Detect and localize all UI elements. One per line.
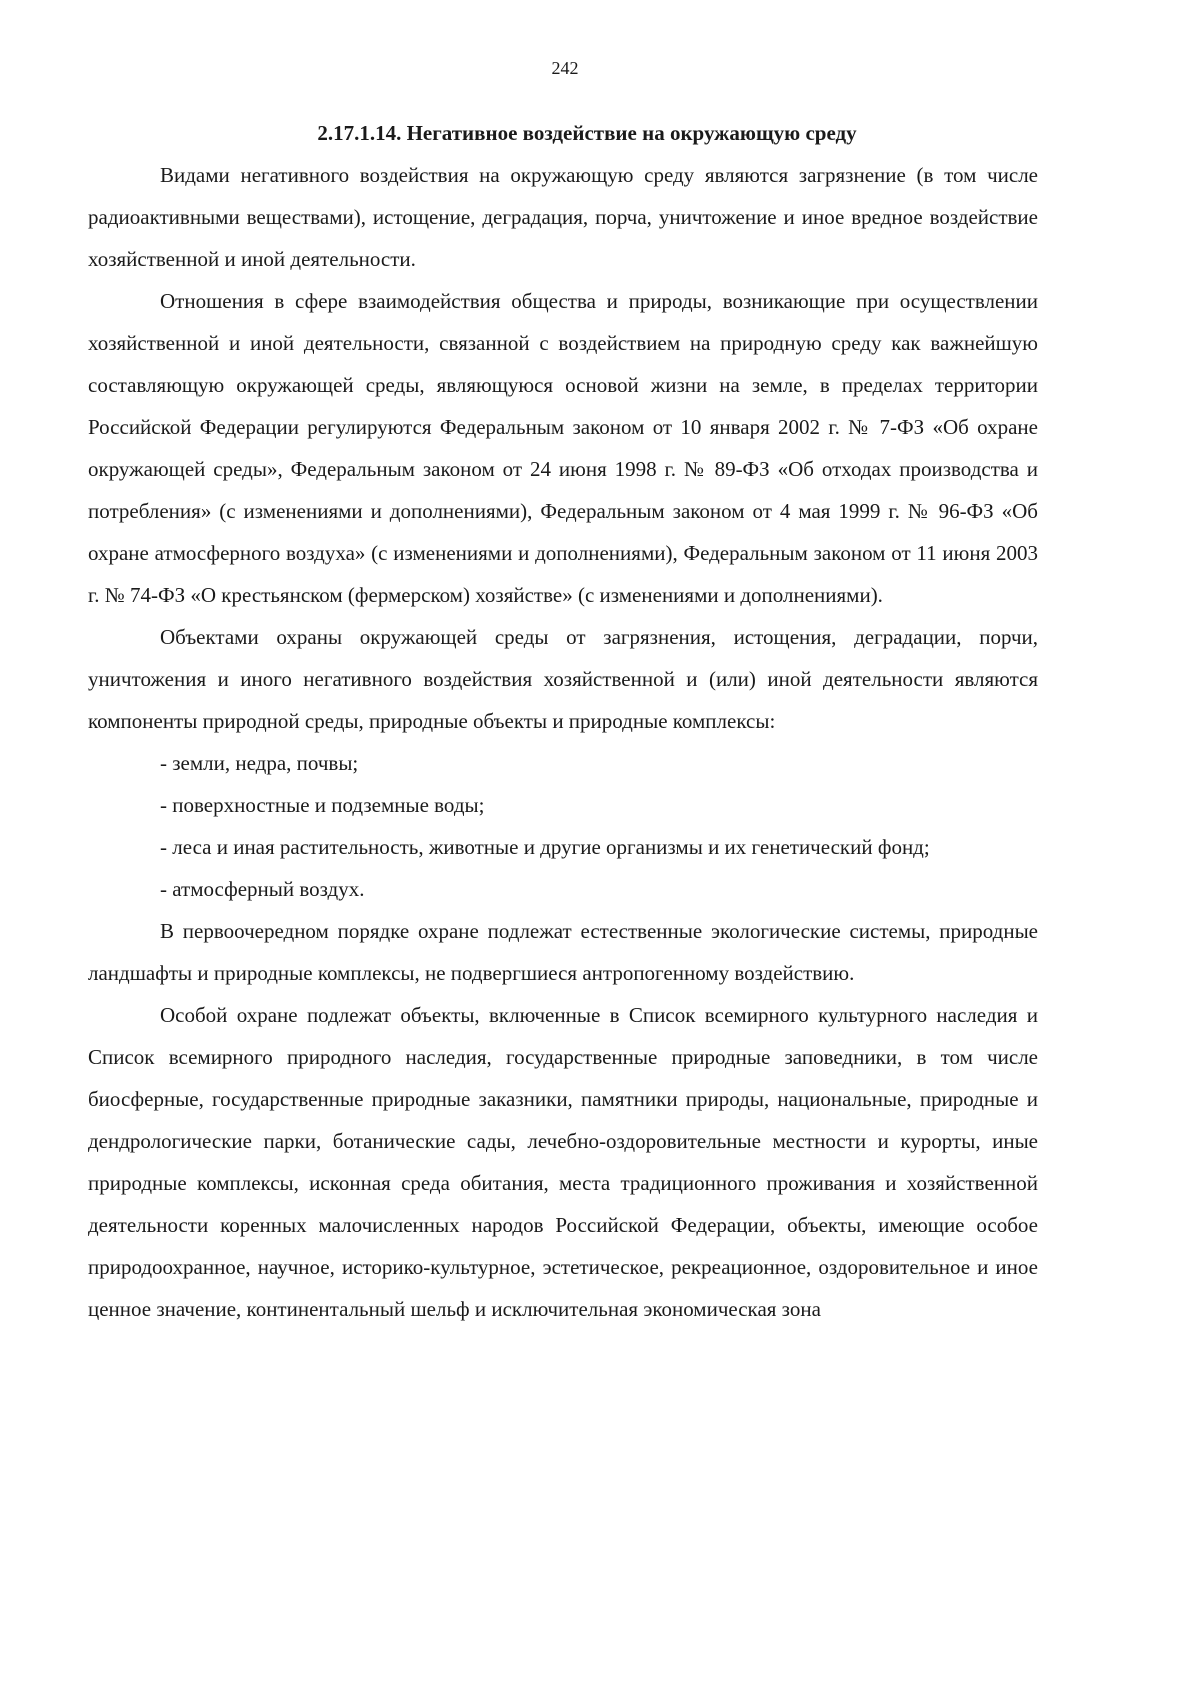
section-heading: 2.17.1.14. Негативное воздействие на окружающую среду — [317, 121, 857, 145]
paragraph-priority-protection: В первоочередном порядке охране подлежат естественные экологические системы, природные ландшафты и природные комплексы, не подвергшиеся антропогенному воздействию. — [88, 919, 1038, 985]
list-item-air: - атмосферный воздух. — [160, 877, 365, 901]
list-item-forests: - леса и иная растительность, животные и другие организмы и их генетический фонд; — [160, 835, 930, 859]
list-item-lands: - земли, недра, почвы; — [160, 751, 359, 775]
document-body — [88, 112, 1038, 1330]
page-number: 242 — [551, 58, 579, 78]
list-item-waters: - поверхностные и подземные воды; — [160, 793, 485, 817]
paragraph-special-protection: Особой охране подлежат объекты, включенные в Список всемирного культурного наследия и Список всемирного природного наследия, государственные природные заповедники, в том числе биосферные, государственные природные заказники, памятники природы, национальные, природные и дендрологические парки, ботанические сады, лечебно-оздоровительные местности и курорты, иные природные комплексы, исконная среда обитания, места традиционного проживания и хозяйственной деятельности коренных малочисленных народов Российской Федерации, объекты, имеющие особое природоохранное, научное, историко-культурное, эстетическое, рекреационное, оздоровительное и иное ценное значение, континентальный шельф и исключительная экономическая зона — [88, 1003, 1038, 1321]
paragraph-protection-objects: Объектами охраны окружающей среды от загрязнения, истощения, деградации, порчи, уничтожения и иного негативного воздействия хозяйственной и (или) иной деятельности являются компоненты природной среды, природные объекты и природные комплексы: — [88, 625, 1038, 733]
paragraph-negative-impact-types: Видами негативного воздействия на окружающую среду являются загрязнение (в том числе радиоактивными веществами), истощение, деградация, порча, уничтожение и иное вредное воздействие хозяйственной и иной деятельности. — [88, 163, 1038, 271]
paragraph-legal-regulation: Отношения в сфере взаимодействия общества и природы, возникающие при осуществлении хозяйственной и иной деятельности, связанной с воздействием на природную среду как важнейшую составляющую окружающей среды, являющуюся основой жизни на земле, в пределах территории Российской Федерации регулируются Федеральным законом от 10 января 2002 г. № 7-ФЗ «Об охране окружающей среды», Федеральным законом от 24 июня 1998 г. № 89-ФЗ «Об отходах производства и потребления» (с изменениями и дополнениями), Федеральным законом от 4 мая 1999 г. № 96-ФЗ «Об охране атмосферного воздуха» (с изменениями и дополнениями), Федеральным законом от 11 июня 2003 г. № 74-ФЗ «О крестьянском (фермерском) хозяйстве» (с изменениями и дополнениями). — [88, 289, 1038, 607]
